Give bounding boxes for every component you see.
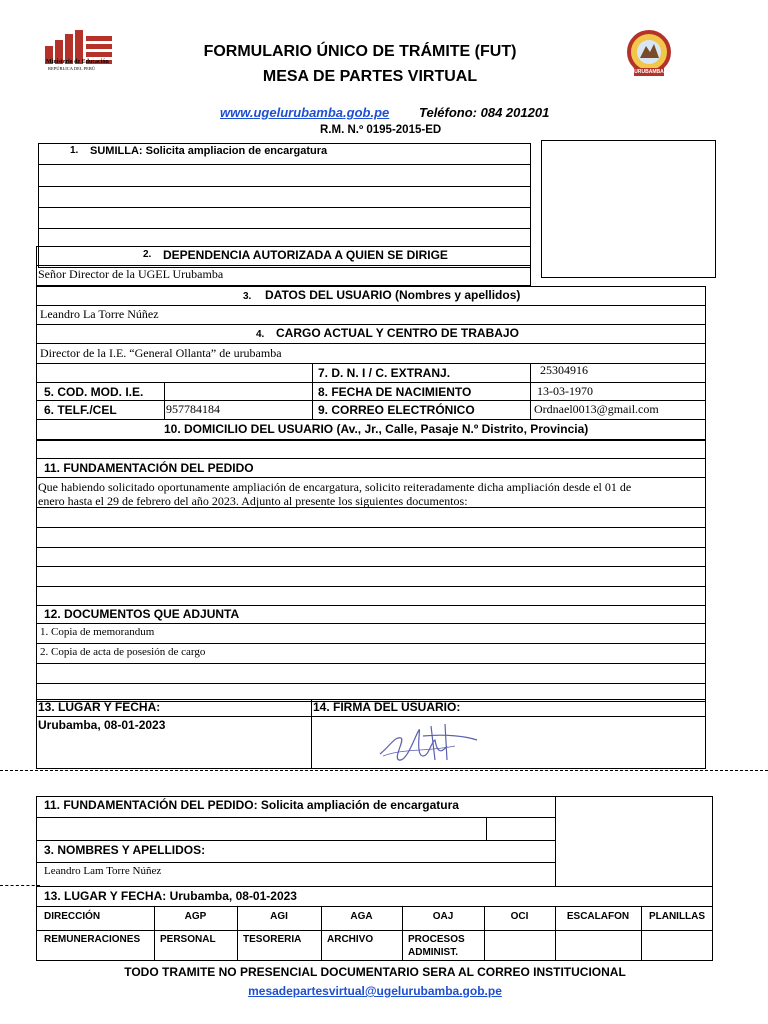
stub-nombres-value: Leandro Lam Torre Núñez [44, 865, 162, 877]
documento-item-1: 1. Copia de memorandum [40, 626, 155, 638]
minedu-logo [40, 28, 120, 78]
lugar-value: Urubamba, 08-01-2023 [38, 718, 166, 732]
cut-line [0, 770, 768, 771]
nacimiento-label: 8. FECHA DE NACIMIENTO [318, 385, 472, 399]
phone-number: Teléfono: 084 201201 [419, 105, 550, 120]
office-archivo: ARCHIVO [327, 934, 374, 945]
dependencia-value: Señor Director de la UGEL Urubamba [38, 267, 224, 281]
minedu-logo-text: Ministerio de Educación [46, 59, 109, 65]
fundamentacion-line-1: Que habiendo solicitado oportunamente ampliación de encargatura, solicito reiteradamente dicha ampliación desde el 01 de [38, 480, 632, 494]
usuario-label: DATOS DEL USUARIO (Nombres y apellidos) [265, 288, 521, 302]
rm-number: R.M. N.º 0195-2015-ED [320, 124, 442, 136]
office-escalafon: ESCALAFON [566, 911, 630, 922]
footer-email-link[interactable]: mesadepartesvirtual@ugelurubamba.gob.pe [248, 984, 502, 998]
office-aga: AGA [350, 911, 373, 922]
dependencia-number: 2. [143, 249, 152, 260]
stub-nombres-label: 3. NOMBRES Y APELLIDOS: [44, 843, 206, 857]
photo-box [541, 140, 716, 278]
dni-label: 7. D. N. I / C. EXTRANJ. [318, 366, 451, 380]
office-personal: PERSONAL [160, 934, 216, 945]
telefono-value: 957784184 [166, 402, 220, 416]
office-tesoreria: TESORERIA [243, 934, 302, 945]
telefono-label: 6. TELF./CEL [44, 403, 117, 417]
cargo-label: CARGO ACTUAL Y CENTRO DE TRABAJO [276, 326, 519, 340]
office-agp: AGP [184, 911, 207, 922]
signature-icon [375, 716, 485, 766]
form-title: FORMULARIO ÚNICO DE TRÁMITE (FUT) [203, 43, 517, 60]
stub-lugar-fecha: 13. LUGAR Y FECHA: Urubamba, 08-01-2023 [44, 889, 297, 903]
dni-value: 25304916 [540, 363, 588, 377]
office-remuneraciones: REMUNERACIONES [44, 934, 141, 945]
cargo-value: Director de la I.E. “General Ollanta” de urubamba [40, 346, 282, 360]
cargo-number: 4. [256, 329, 265, 340]
office-procesos: PROCESOS [408, 934, 465, 945]
cut-line-short [0, 885, 40, 886]
stub-fundamentacion: 11. FUNDAMENTACIÓN DEL PEDIDO: Solicita ampliación de encargatura [44, 798, 459, 812]
domicilio-label: 10. DOMICILIO DEL USUARIO (Av., Jr., Calle, Pasaje N.º Distrito, Provincia) [164, 422, 589, 436]
office-planillas: PLANILLAS [648, 911, 706, 922]
fundamentacion-line-2: enero hasta el 29 de febrero del año 2023. Adjunto al presente los siguientes documentos: [38, 494, 468, 508]
office-direccion: DIRECCIÓN [44, 911, 101, 922]
documento-item-2: 2. Copia de acta de posesión de cargo [40, 646, 206, 658]
firma-label: 14. FIRMA DEL USUARIO: [313, 700, 461, 714]
fundamentacion-label: 11. FUNDAMENTACIÓN DEL PEDIDO [44, 461, 254, 475]
usuario-number: 3. [243, 291, 252, 302]
sumilla-number: 1. [70, 145, 79, 156]
codmod-label: 5. COD. MOD. I.E. [44, 385, 144, 399]
sumilla-label: SUMILLA: Solicita ampliacion de encargatura [90, 145, 328, 157]
footer-notice: TODO TRAMITE NO PRESENCIAL DOCUMENTARIO SERA AL CORREO INSTITUCIONAL [124, 965, 626, 979]
office-oaj: OAJ [432, 911, 454, 922]
dependencia-label: DEPENDENCIA AUTORIZADA A QUIEN SE DIRIGE [163, 248, 448, 262]
office-oci: OCI [510, 911, 529, 922]
documentos-label: 12. DOCUMENTOS QUE ADJUNTA [44, 607, 240, 621]
correo-value: Ordnael0013@gmail.com [534, 402, 659, 416]
nacimiento-value: 13-03-1970 [537, 384, 593, 398]
office-administ: ADMINIST. [408, 947, 458, 958]
form-subtitle: MESA DE PARTES VIRTUAL [262, 68, 478, 85]
signature [375, 716, 485, 766]
minedu-logo-subtext: REPÚBLICA DEL PERÚ [48, 66, 96, 71]
usuario-value: Leandro La Torre Núñez [40, 307, 159, 321]
ugel-logo-text: URUBAMBA [634, 69, 664, 75]
website-link[interactable]: www.ugelurubamba.gob.pe [220, 105, 390, 120]
office-agi: AGI [270, 911, 288, 922]
correo-label: 9. CORREO ELECTRÓNICO [318, 403, 475, 417]
lugar-label: 13. LUGAR Y FECHA: [38, 700, 161, 714]
ugel-logo [624, 30, 674, 80]
